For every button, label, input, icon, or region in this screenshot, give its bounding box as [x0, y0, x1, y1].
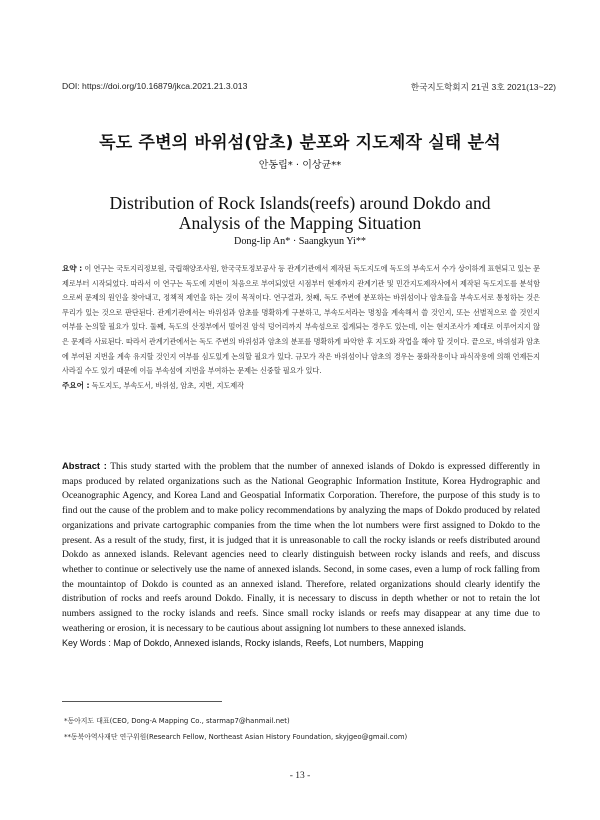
keywords-korean-text: 독도지도, 부속도서, 바위섬, 암초, 지번, 지도제작 — [89, 380, 244, 390]
abstract-korean-text: 이 연구는 국토지리정보원, 국립해양조사원, 한국국토정보공사 등 관계기관에서 제작된 독도지도에 독도의 부속도서 수가 상이하게 표현되고 있는 문제로부터 시작되었다. 따라서 이 연구는 독도에 지번이 처음으로 부여되었던 시점부터 현재까지 관계기관 및 민간지도제작사에서 제작된 독도지도를 분석함으로써 문제의 원인을 찾아내고, 정책적 제언을 하는 것이 목적이다. 연구결과, 첫째, 독도 주변에 분포하는 바위섬이나 암초들을 부속도서로 통칭하는 것은 무리가 있는 것으로 판단된다. 관계기관에서는 바위섬과 암초를 명확하게 구분하고, 부속도서라는 명칭을 계속해서 쓸 것인지, 또는 선별적으로 쓸 것인지 여부를 논의할 필요가 있다. 둘째, 독도의 산정부에서 떨어진 암석 덩어리까지 부속섬으로 집계되는 경우도 있는데, 이는 현지조사가 제대로 이루어지지 않은 문제라 사료된다. 따라서 관계기관에서는 독도 주변의 바위섬과 암초의 분포를 명확하게 파악한 후 지도화 작업을 해야 할 것이다. 끝으로, 바위섬과 암초에 부여된 지번을 계속 유지할 것인지 여부를 심도있게 논의할 필요가 있다. 규모가 작은 바위섬이나 암초의 경우는 풍화작용이나 파식작용에 의해 언제든지 사라질 수도 있기 때문에 이들 부속섬에 지번을 부여하는 문제는 신중할 필요가 있다. — [62, 264, 540, 376]
keywords-english — [62, 636, 540, 651]
footnote-author-1: *동아지도 대표(CEO, Dong-A Mapping Co., starmap7@hanmail.net) — [64, 717, 290, 725]
doi-header[interactable]: DOI: https://doi.org/10.16879/jkca.2021.21.3.013 — [62, 81, 248, 91]
keywords-english-text: Map of Dokdo, Annexed islands, Rocky islands, Reefs, Lot numbers, Mapping — [110, 638, 424, 649]
journal-header: 한국지도학회지 21권 3호 2021(13~22) — [410, 82, 556, 92]
title-english-line1: Distribution of Rock Islands(reefs) around Dokdo and — [109, 193, 491, 213]
page-number: - 13 - — [289, 771, 311, 781]
title-english — [0, 193, 600, 233]
abstract-korean — [62, 262, 540, 393]
authors-english: Dong-lip An* · Saangkyun Yi** — [233, 236, 367, 247]
footnote-author-2: **동북아역사재단 연구위원(Research Fellow, Northeast Asian History Foundation, skyjgeo@gmail.com) — [64, 733, 408, 741]
title-english-line2: Analysis of the Mapping Situation — [178, 213, 422, 233]
authors-korean: 안동립* · 이상균** — [258, 160, 342, 171]
abstract-english-label: Abstract : — [62, 460, 107, 471]
abstract-korean-label: 요약 : — [62, 264, 83, 273]
abstract-english — [62, 459, 540, 651]
abstract-english-text: This study started with the problem that the number of annexed islands of Dokdo is expressed differently in maps produced by related organizations such as the National Geographic Information Institute, Korea Hydrographic and Oceanographic Agency, and Korea Land and Geospatial Informatix Corporation. Therefore, the purpose of this study is to find out the cause of the problem and to make policy recommendations by analyzing the maps of Dokdo produced by related organizations and private cartographic companies from the time when the lot numbers were first assigned to Dokdo to the present. As a result of the study, first, it is judged that it is unreasonable to call the rocky islands or reefs distributed around Dokdo as annexed islands. Relevant agencies need to clearly distinguish between rocky islands and reefs, and discuss whether to continue or selectively use the name of annexed islands. Second, in some cases, even a lump of rock falling from the mountaintop of Dokdo is counted as an annexed island. Therefore, related organizations should clearly identify the distribution of rocks and reefs around Dokdo. Finally, it is necessary to discuss in depth whether or not to retain the lot numbers assigned to the rocky islands and reefs. Since small rocky islands or reefs may disappear at any time due to weathering or erosion, it is necessary to be cautious about assigning lot numbers to these annexed islands. — [62, 461, 541, 634]
footnote-divider — [62, 701, 222, 702]
keywords-korean-label: 주요어 : — [62, 380, 90, 390]
keywords-english-label: Key Words : — [62, 638, 111, 649]
title-korean: 독도 주변의 바위섬(암초) 분포와 지도제작 실태 분석 — [99, 133, 501, 153]
keywords-korean — [62, 379, 540, 394]
